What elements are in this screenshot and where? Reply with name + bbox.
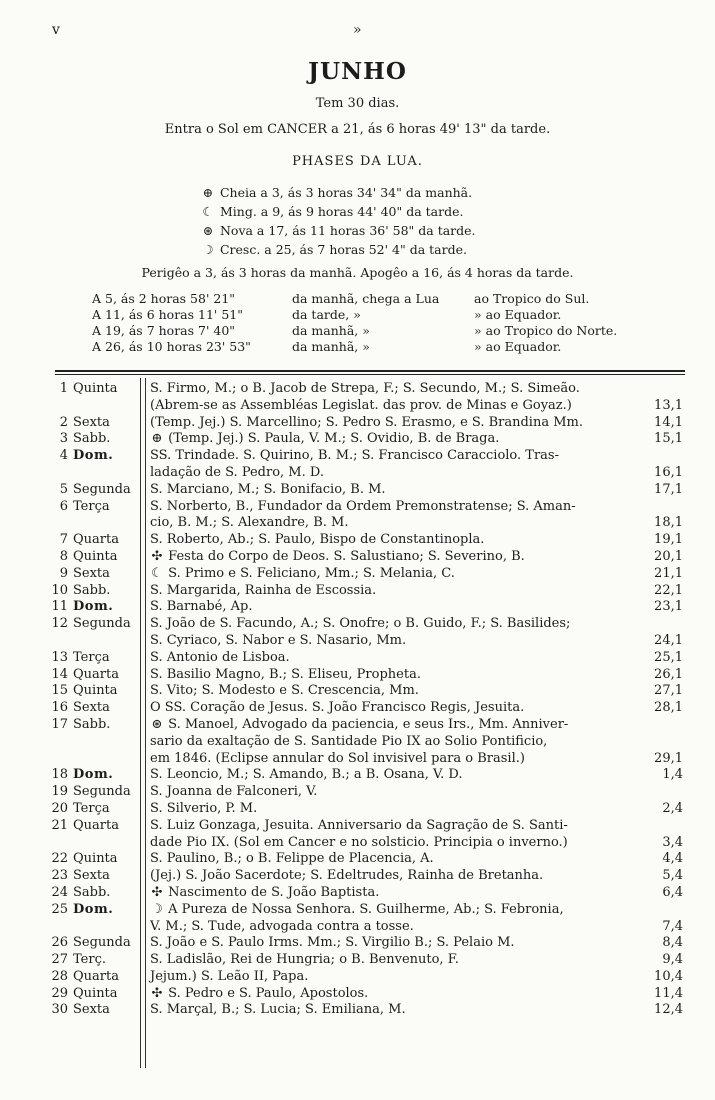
weekday: Quinta [73, 381, 118, 396]
lunar-age: 12,4 [654, 1002, 683, 1018]
position-place: » ao Tropico do Norte. [474, 323, 618, 338]
saints-text [150, 969, 645, 986]
saints-line-text: S. Roberto, Ab.; S. Paulo, Bispo de Constantinopla. [150, 532, 485, 548]
month-title: JUNHO [308, 58, 407, 85]
saints-text [150, 583, 645, 600]
calendar-row [0, 549, 715, 566]
weekday: Terç. [73, 952, 106, 968]
saints-line-text: (Temp. Jej.) S. Marcellino; S. Pedro S. Erasmo, e S. Brandina Mm. [150, 414, 583, 430]
calendar-row [0, 381, 715, 415]
phase-text: Cresc. a 25, ás 7 horas 52' 4" da tarde. [219, 242, 467, 257]
saints-line [150, 734, 645, 751]
position-event: da manhã, » [292, 339, 370, 354]
weekday: Sexta [73, 414, 110, 430]
day-number: 11 [51, 599, 68, 615]
saints-text [150, 784, 645, 801]
phase-text: Nova a 17, ás 11 horas 36' 58" da tarde. [219, 223, 476, 238]
calendar-row [0, 818, 715, 852]
saints-line-text: S. Margarida, Rainha de Escossia. [150, 582, 377, 598]
saints-line [150, 583, 645, 600]
saints-line-text: S. João de S. Facundo, A.; S. Onofre; o B. Guido, F.; S. Basilides; [150, 616, 571, 632]
saints-text [150, 717, 645, 767]
corner-mark-center: » [353, 22, 362, 38]
phase-text: Cheia a 3, ás 3 horas 34' 34" da manhã. [219, 185, 473, 200]
phase-text: Ming. a 9, ás 9 horas 44' 40" da tarde. [219, 204, 464, 219]
full-moon-icon: ⊕ [202, 185, 214, 200]
day-number: 18 [51, 767, 68, 783]
saints-line-text: SS. Trindade. S. Quirino, B. M.; S. Francisco Caracciolo. Tras- [150, 448, 559, 464]
saints-text [150, 818, 645, 852]
cross-icon: ✣ [151, 884, 163, 900]
calendar-row [0, 499, 715, 533]
saints-line [150, 566, 645, 583]
moon-phase-row [200, 202, 476, 221]
saints-line-text: S. Leoncio, M.; S. Amando, B.; a B. Osana, V. D. [150, 767, 463, 783]
day-number: 3 [59, 431, 68, 447]
saints-line [150, 801, 645, 818]
lunar-age: 8,4 [662, 935, 683, 951]
calendar-row [0, 482, 715, 499]
saints-text [150, 381, 645, 415]
calendar-row [0, 650, 715, 667]
weekday: Quinta [73, 851, 118, 867]
saints-line-text: em 1846. (Eclipse annular do Sol invisivel para o Brasil.) [150, 750, 525, 766]
lunar-age: 6,4 [662, 884, 683, 900]
position-time: A 26, ás 10 horas 23' 53" [92, 339, 251, 354]
saints-line-text: S. Silverio, P. M. [150, 800, 258, 816]
saints-line-text: S. Paulino, B.; o B. Felippe de Placencia, A. [150, 851, 434, 867]
weekday: Quarta [73, 817, 119, 833]
day-number: 5 [59, 481, 68, 497]
weekday: Sexta [73, 868, 110, 884]
day-number: 17 [51, 716, 68, 732]
saints-line-text: sario da exaltação de S. Santidade Pio IX ao Solio Pontificio, [150, 733, 548, 749]
saints-text [150, 952, 645, 969]
header-divider-thick [55, 370, 685, 372]
lunar-age: 25,1 [654, 649, 683, 665]
lunar-age: 14,1 [654, 414, 683, 430]
saints-line [150, 465, 645, 482]
weekday: Dom. [73, 599, 114, 615]
saints-line-text: O SS. Coração de Jesus. S. João Francisco Regis, Jesuita. [150, 700, 525, 716]
lunar-age: 18,1 [654, 515, 683, 531]
weekday: Dom. [73, 767, 114, 783]
calendar-row [0, 532, 715, 549]
lunar-age: 15,1 [654, 431, 683, 447]
weekday: Segunda [73, 481, 131, 497]
saints-line [150, 515, 645, 532]
position-event: da manhã, chega a Lua [292, 291, 440, 306]
calendar-row [0, 801, 715, 818]
new-moon-icon: ⊛ [202, 223, 214, 238]
saints-line-text: S. Luiz Gonzaga, Jesuita. Anniversario da Sagração de S. Santi- [150, 817, 568, 833]
lunar-age: 4,4 [662, 851, 683, 867]
lunar-age: 7,4 [662, 918, 683, 934]
saints-line [150, 1002, 645, 1019]
saints-line [150, 683, 645, 700]
weekday: Quinta [73, 548, 118, 564]
saints-line [150, 818, 645, 835]
weekday: Dom. [73, 901, 114, 917]
lunar-age: 16,1 [654, 464, 683, 480]
saints-line-text: (Abrem-se as Assembléas Legislat. das prov. de Minas e Goyaz.) [150, 397, 572, 413]
saints-line [150, 616, 645, 633]
day-number: 12 [51, 616, 68, 632]
saints-text [150, 935, 645, 952]
day-number: 7 [59, 532, 68, 548]
weekday: Sabb. [73, 431, 111, 447]
day-number: 20 [51, 800, 68, 816]
day-number: 6 [59, 498, 68, 514]
day-number: 9 [59, 565, 68, 581]
calendar-row [0, 784, 715, 801]
saints-line [150, 919, 645, 936]
saints-line [150, 935, 645, 952]
saints-line [150, 969, 645, 986]
weekday: Terça [73, 649, 110, 665]
day-number: 29 [51, 985, 68, 1001]
weekday: Terça [73, 800, 110, 816]
saints-line-text: S. Antonio de Lisboa. [150, 649, 290, 665]
calendar-row [0, 969, 715, 986]
waxing-moon-icon: ☽ [202, 242, 214, 257]
saints-text [150, 885, 645, 902]
day-number: 1 [59, 381, 68, 396]
saints-text [150, 448, 645, 482]
calendar-row [0, 667, 715, 684]
saints-line [150, 835, 645, 852]
saints-line-text: S. Cyriaco, S. Nabor e S. Nasario, Mm. [150, 632, 407, 648]
perigee-apogee: Perigêo a 3, ás 3 horas da manhã. Apogêo a 16, ás 4 horas da tarde. [141, 265, 574, 280]
lunar-age: 23,1 [654, 599, 683, 615]
saints-text [150, 549, 645, 566]
day-number: 16 [51, 700, 68, 716]
saints-line-text: S. Norberto, B., Fundador da Ordem Premonstratense; S. Aman- [150, 498, 576, 514]
day-number: 10 [51, 582, 68, 598]
saints-line-text: S. Ladislão, Rei de Hungria; o B. Benvenuto, F. [150, 952, 459, 968]
weekday: Terça [73, 498, 110, 514]
calendar-row [0, 431, 715, 448]
calendar-row [0, 868, 715, 885]
calendar-row [0, 767, 715, 784]
saints-line-text: S. Barnabé, Ap. [150, 599, 253, 615]
saints-line-text: Festa do Corpo de Deos. S. Salustiano; S. Severino, B. [168, 548, 525, 564]
saints-line [150, 667, 645, 684]
day-number: 8 [59, 548, 68, 564]
day-number: 27 [51, 952, 68, 968]
position-event: da manhã, » [292, 323, 370, 338]
saints-text [150, 700, 645, 717]
calendar-row [0, 616, 715, 650]
saints-line-text: V. M.; S. Tude, advogada contra a tosse. [150, 918, 414, 934]
saints-line [150, 902, 645, 919]
saints-line-text: cio, B. M.; S. Alexandre, B. M. [150, 515, 349, 531]
weekday: Sabb. [73, 716, 111, 732]
saints-text [150, 650, 645, 667]
moon-phase-row [200, 221, 476, 240]
new-moon-icon: ⊛ [151, 716, 163, 732]
lunar-age: 24,1 [654, 632, 683, 648]
calendar-row [0, 851, 715, 868]
saints-line-text: (Temp. Jej.) S. Paula, V. M.; S. Ovidio, B. de Braga. [168, 431, 500, 447]
calendar-row [0, 935, 715, 952]
calendar-table [0, 381, 715, 1019]
saints-line [150, 700, 645, 717]
saints-line [150, 532, 645, 549]
day-number: 15 [51, 683, 68, 699]
full-moon-icon: ⊕ [151, 431, 163, 447]
saints-line-text: ladação de S. Pedro, M. D. [150, 464, 324, 480]
saints-line-text: S. João e S. Paulo Irms. Mm.; S. Virgilio B.; S. Pelaio M. [150, 935, 515, 951]
lunar-age: 26,1 [654, 666, 683, 682]
lunar-age: 10,4 [654, 968, 683, 984]
saints-line-text: S. Manoel, Advogado da paciencia, e seus Irs., Mm. Anniver- [168, 716, 569, 732]
saints-line [150, 549, 645, 566]
weekday: Quinta [73, 683, 118, 699]
saints-line-text: Jejum.) S. Leão II, Papa. [150, 968, 309, 984]
position-time: A 5, ás 2 horas 58' 21" [92, 291, 236, 306]
saints-line [150, 784, 645, 801]
saints-text [150, 415, 645, 432]
saints-line [150, 751, 645, 768]
lunar-age: 20,1 [654, 548, 683, 564]
saints-line [150, 448, 645, 465]
saints-line [150, 868, 645, 885]
saints-text [150, 868, 645, 885]
saints-text [150, 532, 645, 549]
day-number: 4 [59, 448, 68, 464]
calendar-row [0, 599, 715, 616]
saints-text [150, 683, 645, 700]
waning-moon-icon: ☾ [151, 565, 163, 581]
saints-line [150, 717, 645, 734]
position-place: ao Tropico do Sul. [474, 291, 590, 306]
calendar-row [0, 717, 715, 767]
lunar-age: 28,1 [654, 700, 683, 716]
lunar-age: 21,1 [654, 565, 683, 581]
day-number: 28 [51, 968, 68, 984]
weekday: Sabb. [73, 884, 111, 900]
moon-phases-list [200, 183, 476, 259]
calendar-row [0, 583, 715, 600]
saints-line [150, 482, 645, 499]
saints-line [150, 431, 645, 448]
moon-position-row [92, 323, 617, 339]
position-event: da tarde, » [292, 307, 361, 322]
lunar-age: 27,1 [654, 683, 683, 699]
saints-text [150, 851, 645, 868]
saints-line-text: S. Marçal, B.; S. Lucia; S. Emiliana, M. [150, 1002, 406, 1018]
saints-text [150, 599, 645, 616]
saints-line [150, 415, 645, 432]
phases-title: PHASES DA LUA. [292, 154, 423, 169]
lunar-age: 3,4 [662, 834, 683, 850]
waning-moon-icon: ☾ [202, 204, 214, 219]
calendar-row [0, 952, 715, 969]
saints-text [150, 767, 645, 784]
saints-line [150, 633, 645, 650]
saints-line-text: S. Marciano, M.; S. Bonifacio, B. M. [150, 481, 386, 497]
calendar-row [0, 902, 715, 936]
day-number: 14 [51, 666, 68, 682]
calendar-row [0, 683, 715, 700]
day-number: 21 [51, 817, 68, 833]
sun-entry: Entra o Sol em CANCER a 21, ás 6 horas 49' 13" da tarde. [164, 122, 551, 137]
day-number: 24 [51, 884, 68, 900]
saints-line-text: S. Primo e S. Feliciano, Mm.; S. Melania, C. [168, 565, 455, 581]
saints-text [150, 566, 645, 583]
lunar-age: 19,1 [654, 532, 683, 548]
saints-line [150, 767, 645, 784]
position-time: A 19, ás 7 horas 7' 40" [92, 323, 236, 338]
calendar-row [0, 700, 715, 717]
saints-text [150, 667, 645, 684]
moon-phase-row [200, 183, 476, 202]
saints-line-text: S. Pedro e S. Paulo, Apostolos. [168, 985, 369, 1001]
lunar-age: 22,1 [654, 582, 683, 598]
lunar-age: 5,4 [662, 868, 683, 884]
days-count: Tem 30 dias. [315, 96, 400, 111]
calendar-row [0, 885, 715, 902]
waxing-moon-icon: ☽ [151, 901, 163, 917]
weekday: Segunda [73, 616, 131, 632]
saints-line-text: S. Vito; S. Modesto e S. Crescencia, Mm. [150, 683, 419, 699]
moon-position-row [92, 291, 617, 307]
saints-text [150, 902, 645, 936]
position-time: A 11, ás 6 horas 11' 51" [92, 307, 243, 322]
lunar-age: 11,4 [654, 985, 683, 1001]
weekday: Sexta [73, 700, 110, 716]
weekday: Sexta [73, 565, 110, 581]
saints-line [150, 952, 645, 969]
lunar-age: 1,4 [662, 767, 683, 783]
day-number: 25 [51, 901, 68, 917]
saints-line-text: A Pureza de Nossa Senhora. S. Guilherme, Ab.; S. Febronia, [168, 901, 564, 917]
header-divider-thin [55, 374, 685, 375]
moon-position-row [92, 339, 617, 355]
saints-line [150, 650, 645, 667]
position-place: » ao Equador. [474, 307, 562, 322]
saints-line-text: S. Joanna de Falconeri, V. [150, 784, 318, 800]
lunar-age: 2,4 [662, 800, 683, 816]
day-number: 23 [51, 868, 68, 884]
calendar-row [0, 986, 715, 1003]
saints-text [150, 499, 645, 533]
saints-line-text: S. Basilio Magno, B.; S. Eliseu, Propheta. [150, 666, 421, 682]
day-number: 22 [51, 851, 68, 867]
lunar-age: 29,1 [654, 750, 683, 766]
calendar-row [0, 566, 715, 583]
saints-line [150, 986, 645, 1003]
corner-mark-left: v [52, 22, 60, 38]
lunar-age: 9,4 [662, 952, 683, 968]
position-place: » ao Equador. [474, 339, 562, 354]
weekday: Quinta [73, 985, 118, 1001]
weekday: Segunda [73, 784, 131, 800]
cross-icon: ✣ [151, 985, 163, 1001]
saints-line [150, 381, 645, 398]
lunar-age: 17,1 [654, 481, 683, 497]
saints-line-text: dade Pio IX. (Sol em Cancer e no solsticio. Principia o inverno.) [150, 834, 568, 850]
lunar-age: 13,1 [654, 397, 683, 413]
weekday: Sexta [73, 1002, 110, 1018]
day-number: 2 [59, 414, 68, 430]
weekday: Quarta [73, 666, 119, 682]
saints-text [150, 986, 645, 1003]
saints-text [150, 1002, 645, 1019]
saints-line [150, 499, 645, 516]
saints-line [150, 599, 645, 616]
saints-text [150, 801, 645, 818]
day-number: 30 [51, 1002, 68, 1018]
weekday: Segunda [73, 935, 131, 951]
saints-line-text: Nascimento de S. João Baptista. [168, 884, 380, 900]
saints-text [150, 616, 645, 650]
calendar-row [0, 448, 715, 482]
weekday: Sabb. [73, 582, 111, 598]
calendar-row [0, 415, 715, 432]
saints-text [150, 482, 645, 499]
saints-line-text: (Jej.) S. João Sacerdote; S. Edeltrudes, Rainha de Bretanha. [150, 868, 544, 884]
weekday: Quarta [73, 968, 119, 984]
moon-position-row [92, 307, 617, 323]
day-number: 26 [51, 935, 68, 951]
saints-text [150, 431, 645, 448]
day-number: 19 [51, 784, 68, 800]
saints-line-text: S. Firmo, M.; o B. Jacob de Strepa, F.; S. Secundo, M.; S. Simeão. [150, 381, 580, 396]
day-number: 13 [51, 649, 68, 665]
moon-phase-row [200, 240, 476, 259]
weekday: Dom. [73, 448, 114, 464]
moon-positions [92, 291, 617, 355]
cross-icon: ✣ [151, 548, 163, 564]
weekday: Quarta [73, 532, 119, 548]
saints-line [150, 851, 645, 868]
saints-line [150, 398, 645, 415]
saints-line [150, 885, 645, 902]
calendar-row [0, 1002, 715, 1019]
